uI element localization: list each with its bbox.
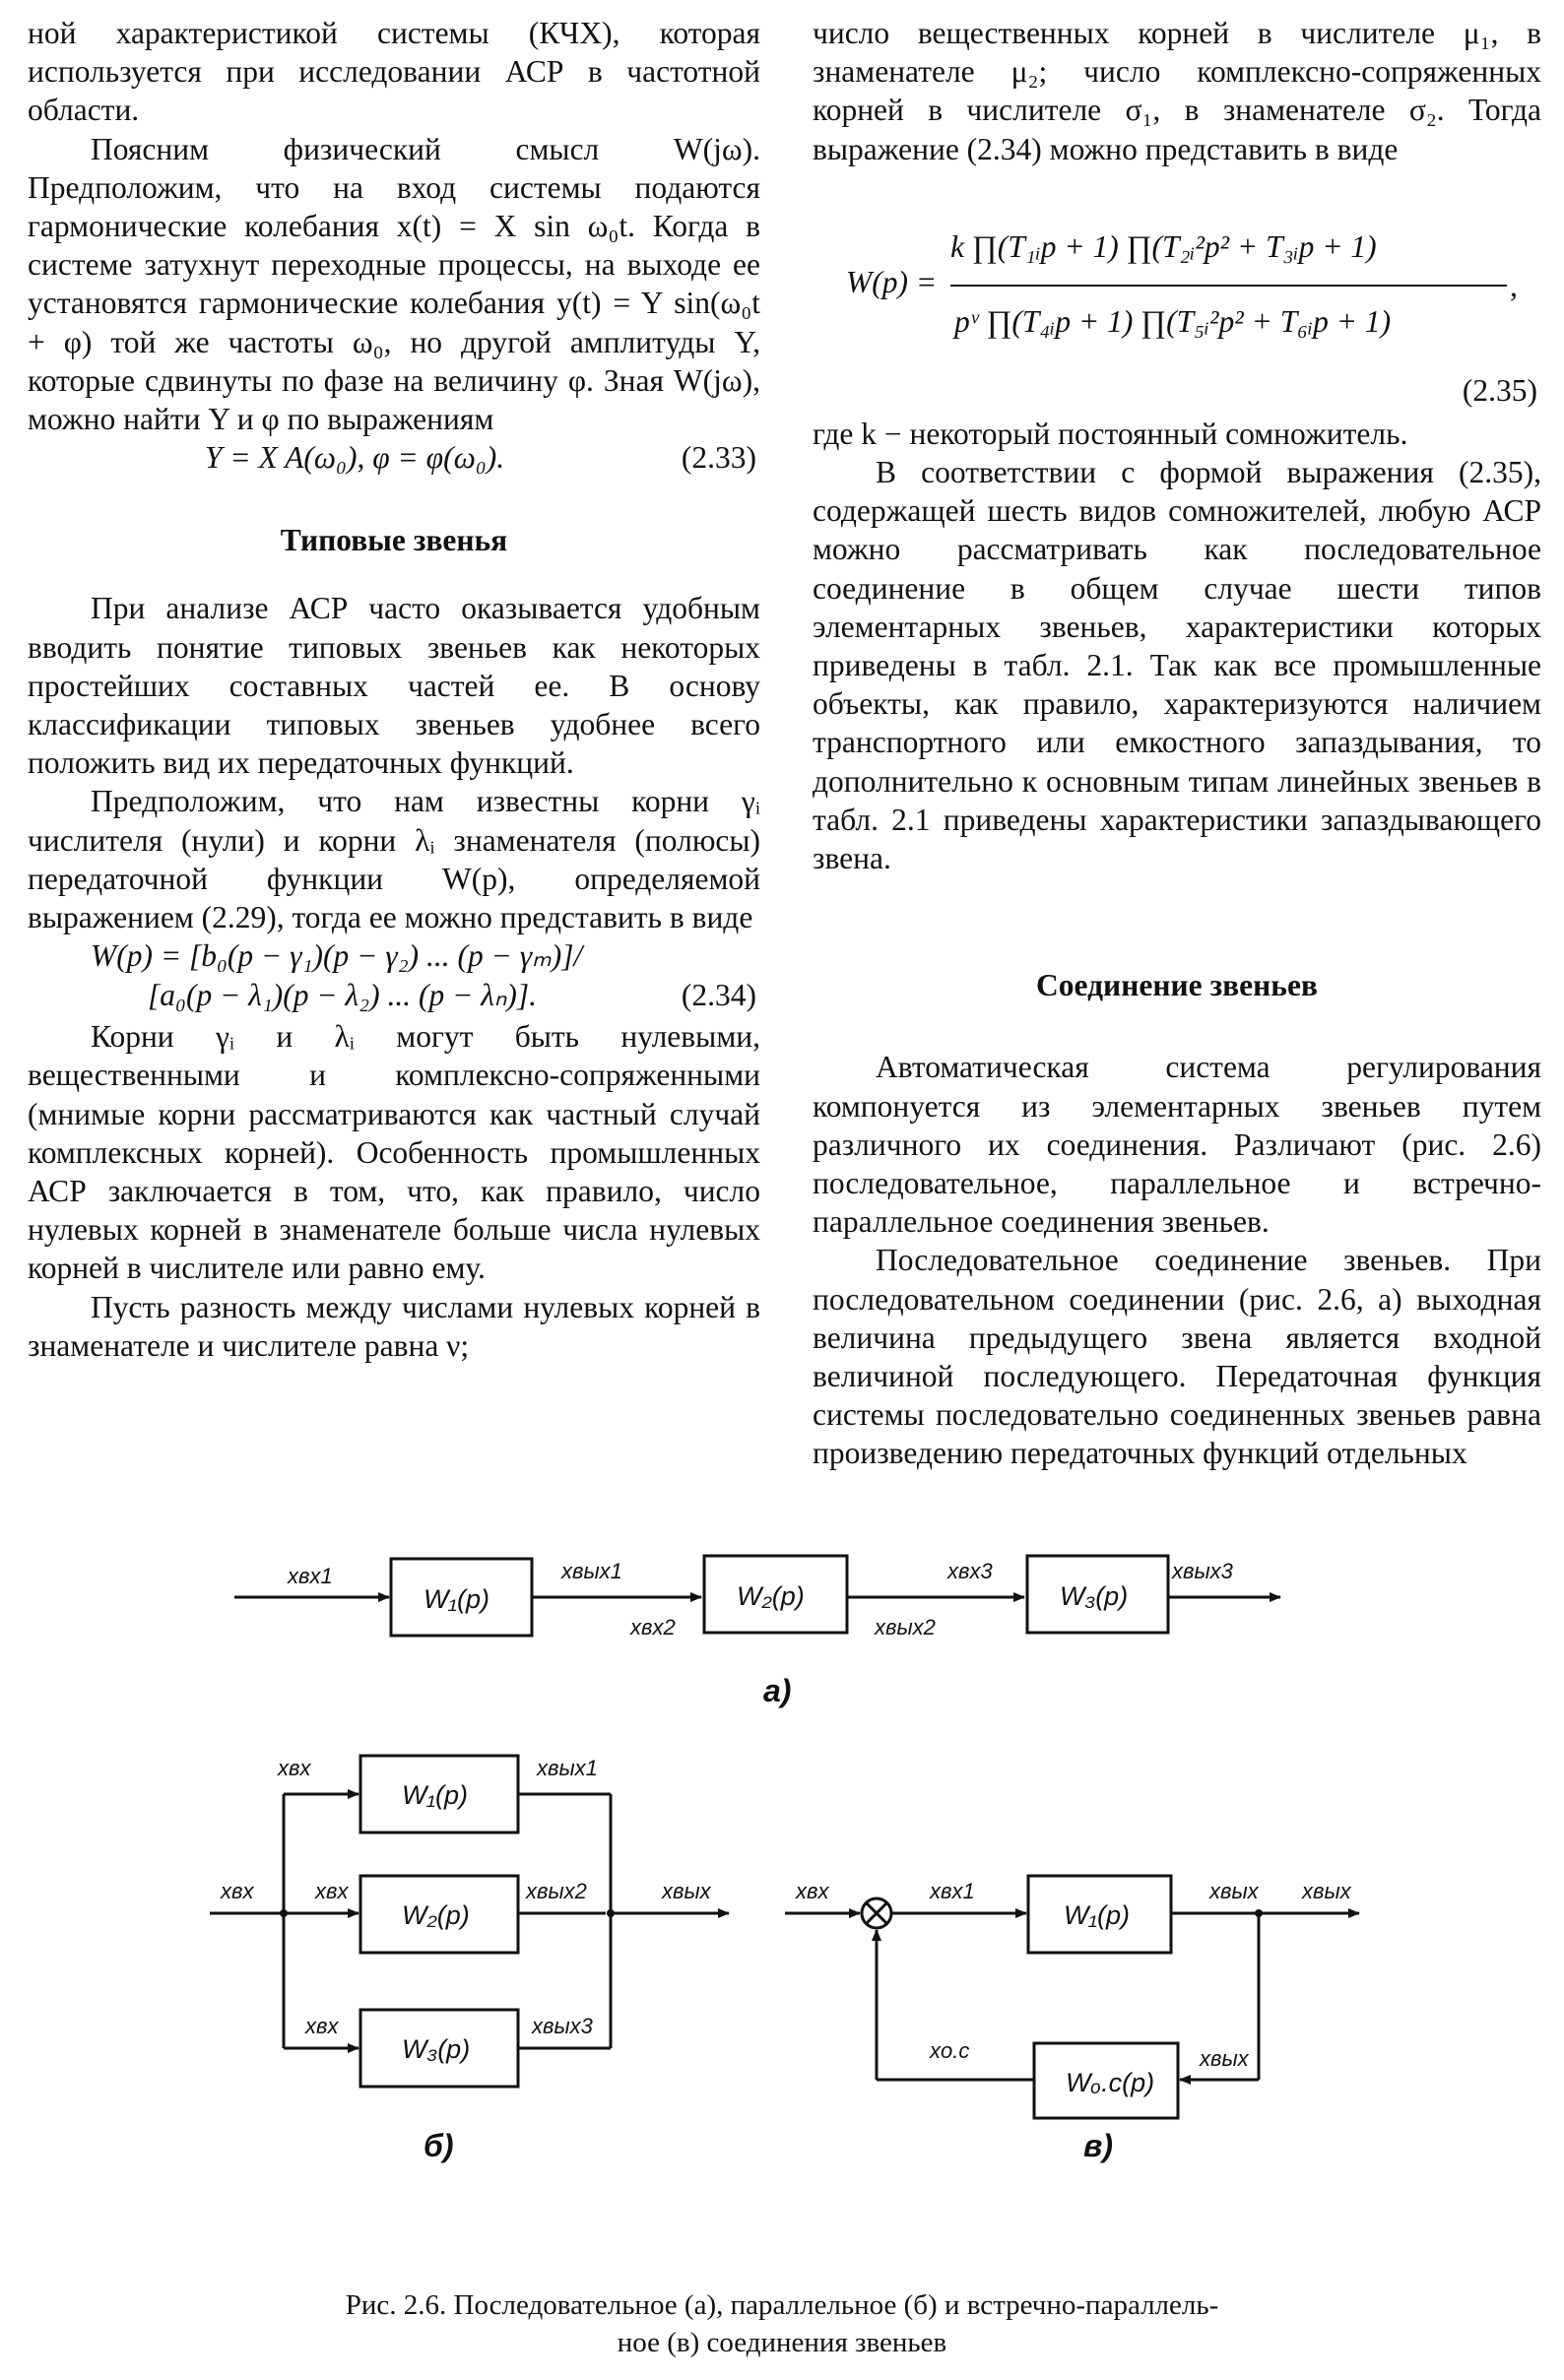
formula-2-34-line2 xyxy=(28,976,760,1017)
signal-label: xвх xyxy=(315,1879,349,1903)
formula-2-33 xyxy=(28,438,760,480)
signal-label: xвых xyxy=(662,1879,711,1903)
paragraph: В соответствии с формой выражения (2.35), содержащей шесть видов сомножителей, любую АСР можно рассматривать как последовательное соединение в общем случае шести типов элементарных звеньев, характеристики которых приведены в табл. 2.1. Так как все промышленные объекты, как правило, характеризуются наличием транспортного или емкостного запаздывания, то дополнительно к основным типам линейных звеньев в табл. 2.1 приведены характеристики запаздывающего звена. xyxy=(813,455,1541,876)
figure-2-6 xyxy=(0,1516,1564,2284)
block-label: W₂(p) xyxy=(737,1581,805,1611)
section-heading: Соединение звеньев xyxy=(1036,968,1318,1003)
formula-text: [a₀(p − λ₁)(p − λ₂) ... (p − λₙ)]. xyxy=(148,978,538,1013)
signal-label: xвх1 xyxy=(930,1879,975,1903)
formula-comma: , xyxy=(1510,268,1518,303)
formula-2-34-line1 xyxy=(28,936,760,976)
signal-label: xвых xyxy=(1200,2046,1249,2071)
paragraph: где k − некоторый постоянный сомножитель. xyxy=(813,416,1408,451)
subfigure-label: в) xyxy=(1083,2128,1113,2163)
signal-label: xвых1 xyxy=(561,1559,622,1583)
signal-label: xвх xyxy=(278,1756,311,1780)
caption-line: Рис. 2.6. Последовательное (а), параллельное (б) и встречно-параллель- xyxy=(345,2289,1219,2321)
block-label: W₁(p) xyxy=(424,1584,489,1614)
signal-label: xвых2 xyxy=(875,1615,936,1640)
paragraph: Последовательное соединение звеньев. При последовательном соединении (рис. 2.6, а) выходная величина предыдущего звена является входной величиной последующего. Передаточная функция системы последовательно соединенных звеньев равна произведению передаточных функций отдельных xyxy=(813,1243,1541,1471)
equation-number: (2.35) xyxy=(1462,372,1537,408)
paragraph: При анализе АСР часто оказывается удобным вводить понятие типовых звеньев как некоторых простейших составных частей ее. В основу классификации типовых звеньев удобнее всего положить вид их передаточных функций. xyxy=(28,591,760,781)
block-label: Wₒ.c(p) xyxy=(1066,2068,1155,2097)
equation-number: (2.33) xyxy=(681,440,756,476)
block-label: W₃(p) xyxy=(402,2034,471,2064)
subfigure-label: а) xyxy=(763,1673,792,1708)
formula-denominator: pᵛ ∏(T₄ᵢp + 1) ∏(T₅ᵢ²p² + T₆ᵢp + 1) xyxy=(954,303,1392,339)
signal-label: xвх xyxy=(221,1879,254,1903)
formula-text: Y = X A(ω₀), φ = φ(ω₀). xyxy=(205,440,505,476)
signal-label: xвх1 xyxy=(288,1564,333,1588)
paragraph: ной характеристикой системы (КЧХ), которая используется при исследовании АСР в частотной области. xyxy=(28,16,760,128)
block-label: W₂(p) xyxy=(402,1900,470,1930)
paragraph: число вещественных корней в числителе μ₁, в знаменателе μ₂; число комплексно-сопряженных корней в числителе σ₁, в знаменателе σ₂. Тогда выражение (2.34) можно представить в виде xyxy=(813,16,1541,166)
signal-label: xвых3 xyxy=(1172,1559,1233,1583)
block-label: W₃(p) xyxy=(1060,1581,1129,1611)
paragraph: Пусть разность между числами нулевых корней в знаменателе и числителе равна ν; xyxy=(28,1289,760,1363)
formula-text: W(p) = [b₀(p − γ₁)(p − γ₂) ... (p − γₘ)]/ xyxy=(91,938,583,974)
signal-label: xвх2 xyxy=(630,1615,676,1640)
signal-label: xвх xyxy=(796,1879,829,1903)
figure-caption xyxy=(0,2286,1564,2361)
paragraph: Автоматическая система регулирования компонуется из элементарных звеньев путем различного их соединения. Различают (рис. 2.6) последовательное, параллельное и встречно-параллельное соединения звеньев. xyxy=(813,1050,1541,1240)
signal-label: xвых3 xyxy=(532,2014,593,2038)
section-heading: Типовые звенья xyxy=(280,523,508,558)
block-label: W₁(p) xyxy=(402,1780,468,1810)
paragraph: Предположим, что нам известны корни γᵢ числителя (нули) и корни λᵢ знаменателя (полюсы) передаточной функции W(p), определяемой выражением (2.29), тогда ее можно представить в виде xyxy=(28,784,760,935)
right-column xyxy=(813,14,1541,1473)
signal-label: xвх xyxy=(305,2014,339,2038)
signal-label: xвых2 xyxy=(526,1879,587,1903)
block-label: W₁(p) xyxy=(1064,1900,1130,1930)
subfigure-label: б) xyxy=(424,2128,454,2163)
signal-label: xвых xyxy=(1302,1879,1351,1903)
signal-label: xо.с xyxy=(930,2038,970,2063)
formula-2-35 xyxy=(813,168,1541,415)
left-column xyxy=(28,14,760,1365)
formula-lhs: W(p) = xyxy=(846,264,938,299)
signal-label: xвых1 xyxy=(537,1756,598,1780)
fraction-bar xyxy=(950,285,1507,287)
formula-numerator: k ∏(T₁ᵢp + 1) ∏(T₂ᵢ²p² + T₃ᵢp + 1) xyxy=(950,228,1377,264)
caption-line: ное (в) соединения звеньев xyxy=(617,2327,947,2358)
equation-number: (2.34) xyxy=(681,978,756,1013)
signal-label: xвх3 xyxy=(947,1559,993,1583)
signal-label: xвых xyxy=(1209,1879,1259,1903)
paragraph: Поясним физический смысл W(jω). Предположим, что на вход системы подаются гармонические колебания x(t) = X sin ω₀t. Когда в системе затухнут переходные процессы, на выходе ее установятся гармонические колебания y(t) = Y sin(ω₀t + φ) той же частоты ω₀, но другой амплитуды Y, которые сдвинуты по фазе на величину φ. Зная W(jω), можно найти Y и φ по выражениям xyxy=(28,131,760,437)
paragraph: Корни γᵢ и λᵢ могут быть нулевыми, вещественными и комплексно-сопряженными (мнимые корни рассматриваются как частный случай комплексных корней). Особенность промышленных АСР заключается в том, что, как правило, число нулевых корней в знаменателе больше числа нулевых корней в числителе или равно ему. xyxy=(28,1019,760,1286)
